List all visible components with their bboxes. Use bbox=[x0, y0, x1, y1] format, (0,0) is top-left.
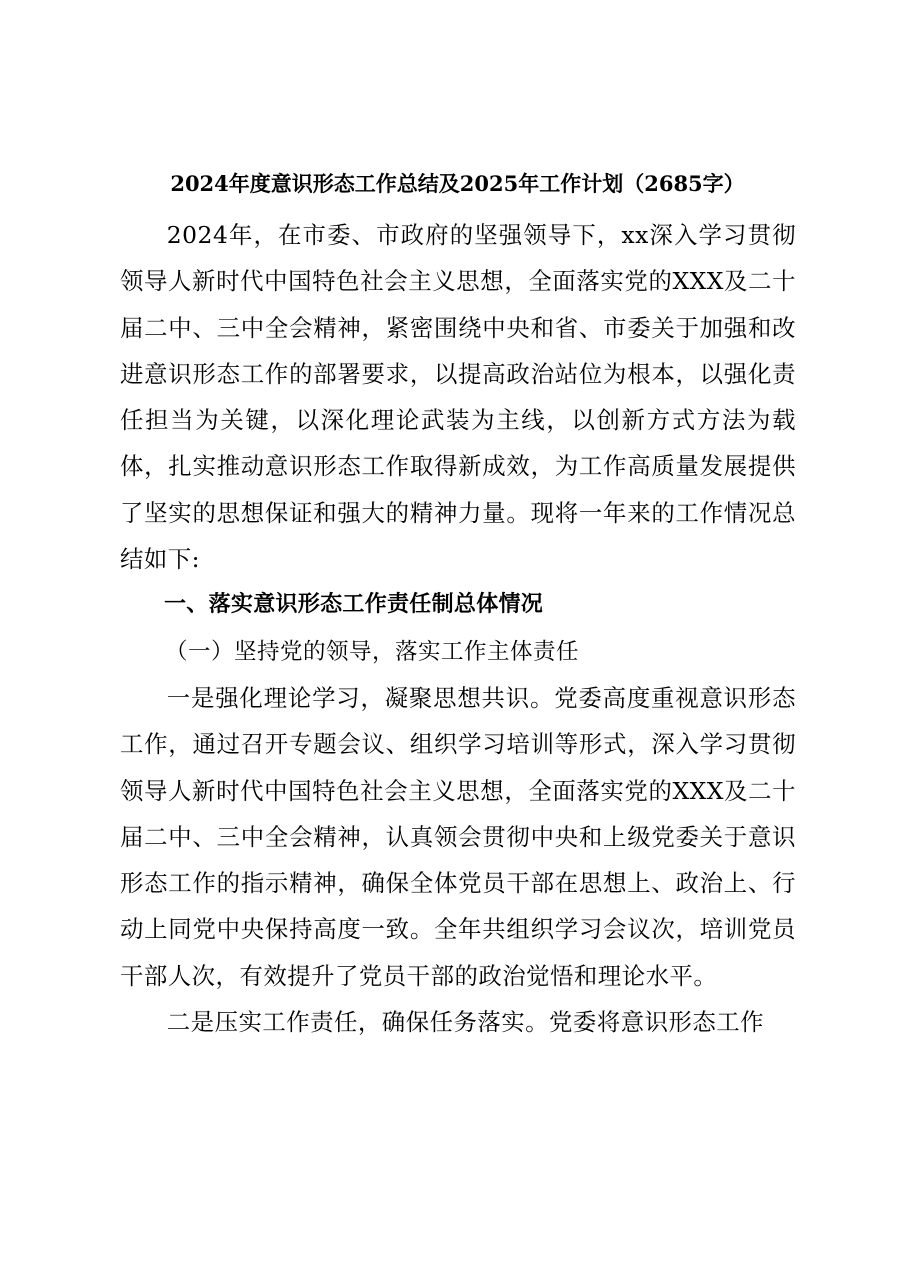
section-heading: 一、落实意识形态工作责任制总体情况 bbox=[164, 592, 544, 618]
body-paragraph: 一是强化理论学习，凝聚思想共识。党委高度重视意识形态工作，通过召开专题会议、组织学习培训等形式，深入学习贯彻领导人新时代中国特色社会主义思想，全面落实党的XXX及二十届二中、三中全会精神，认真领会贯彻中央和上级党委关于意识形态工作的指示精神，确保全体党员干部在思想上、政治上、行动上同党中央保持高度一致。全年共组织学习会议次，培训党员干部人次，有效提升了党员干部的政治觉悟和理论水平。 bbox=[120, 683, 796, 990]
document-title: 2024年度意识形态工作总结及2025年工作计划（2685字） bbox=[170, 171, 745, 196]
intro-paragraph: 2024年，在市委、市政府的坚强领导下，xx深入学习贯彻领导人新时代中国特色社会主义思想，全面落实党的XXX及二十届二中、三中全会精神，紧密围绕中央和省、市委关于加强和改进意识形态工作的部署要求，以提高政治站位为根本，以强化责任担当为关键，以深化理论武装为主线，以创新方式方法为载体，扎实推动意识形态工作取得新成效，为工作高质量发展提供了坚实的思想保证和强大的精神力量。现将一年来的工作情况总结如下: bbox=[120, 221, 796, 574]
subsection-heading: （一）坚持党的领导，落实工作主体责任 bbox=[165, 638, 580, 665]
body-paragraph: 二是压实工作责任，确保任务落实。党委将意识形态工作 bbox=[166, 1008, 765, 1037]
document-body bbox=[120, 212, 796, 1045]
